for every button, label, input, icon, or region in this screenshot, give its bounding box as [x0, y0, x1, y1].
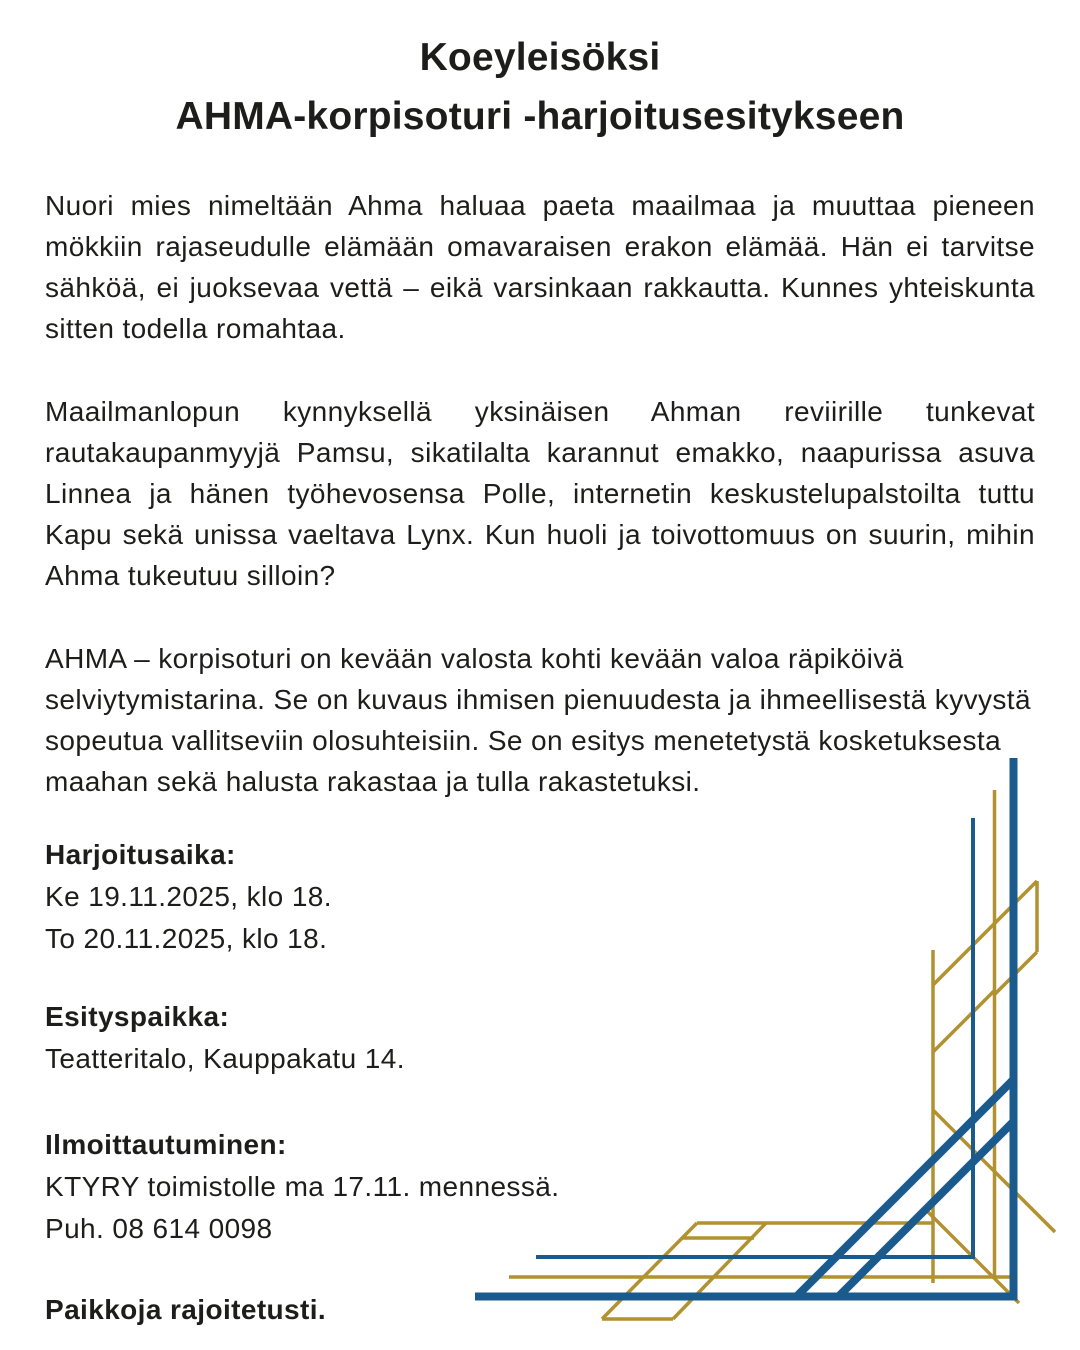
section-line: Ke 19.11.2025, klo 18.	[45, 881, 332, 912]
section-line: Teatteritalo, Kauppakatu 14.	[45, 1043, 405, 1074]
info-sections	[45, 834, 1035, 1250]
section-line: To 20.11.2025, klo 18.	[45, 923, 328, 954]
flyer-content	[45, 0, 1035, 1331]
section-esityspaikka	[45, 996, 1035, 1080]
footer-note: Paikkoja rajoitetusti.	[45, 1294, 327, 1325]
page-title	[45, 28, 1035, 146]
title-line-1: Koeyleisöksi	[419, 36, 661, 79]
section-ilmoittautuminen	[45, 1124, 1035, 1250]
title-line-2: AHMA-korpisoturi -harjoitusesitykseen	[175, 95, 905, 138]
section-heading: Harjoitusaika:	[45, 839, 236, 870]
section-line: Puh. 08 614 0098	[45, 1213, 273, 1244]
section-line: KTYRY toimistolle ma 17.11. mennessä.	[45, 1171, 560, 1202]
section-harjoitusaika	[45, 834, 1035, 960]
paragraph-description: AHMA – korpisoturi on kevään valosta kohti kevään valoa räpiköivä selviytymistarina. Se on kuvaus ihmisen pienuudesta ja ihmeellisestä kyvystä sopeutua vallitseviin olosuhteisiin. Se on esitys menetetystä kosketuksesta maahan sekä halusta rakastaa ja tulla rakastetuksi.	[45, 643, 1031, 797]
section-heading: Ilmoittautuminen:	[45, 1129, 287, 1160]
paragraph-intro: Nuori mies nimeltään Ahma haluaa paeta maailmaa ja muuttaa pieneen mökkiin rajaseudulle elämään omavaraisen erakon elämää. Hän ei tarvitse sähköä, ei juoksevaa vettä – eikä varsinkaan rakkautta. Kunnes yhteiskunta sitten todella romahtaa.	[45, 190, 1035, 344]
paragraph-characters: Maailmanlopun kynnyksellä yksinäisen Ahman reviirille tunkevat rautakaupanmyyjä Pamsu, sikatilalta karannut emakko, naapurissa asuva Linnea ja hänen työhevosensa Polle, internetin keskustelupalstoilta tuttu Kapu sekä unissa vaeltava Lynx. Kun huoli ja toivottomuus on suurin, mihin Ahma tukeutuu silloin?	[45, 396, 1035, 591]
section-heading: Esityspaikka:	[45, 1001, 230, 1032]
